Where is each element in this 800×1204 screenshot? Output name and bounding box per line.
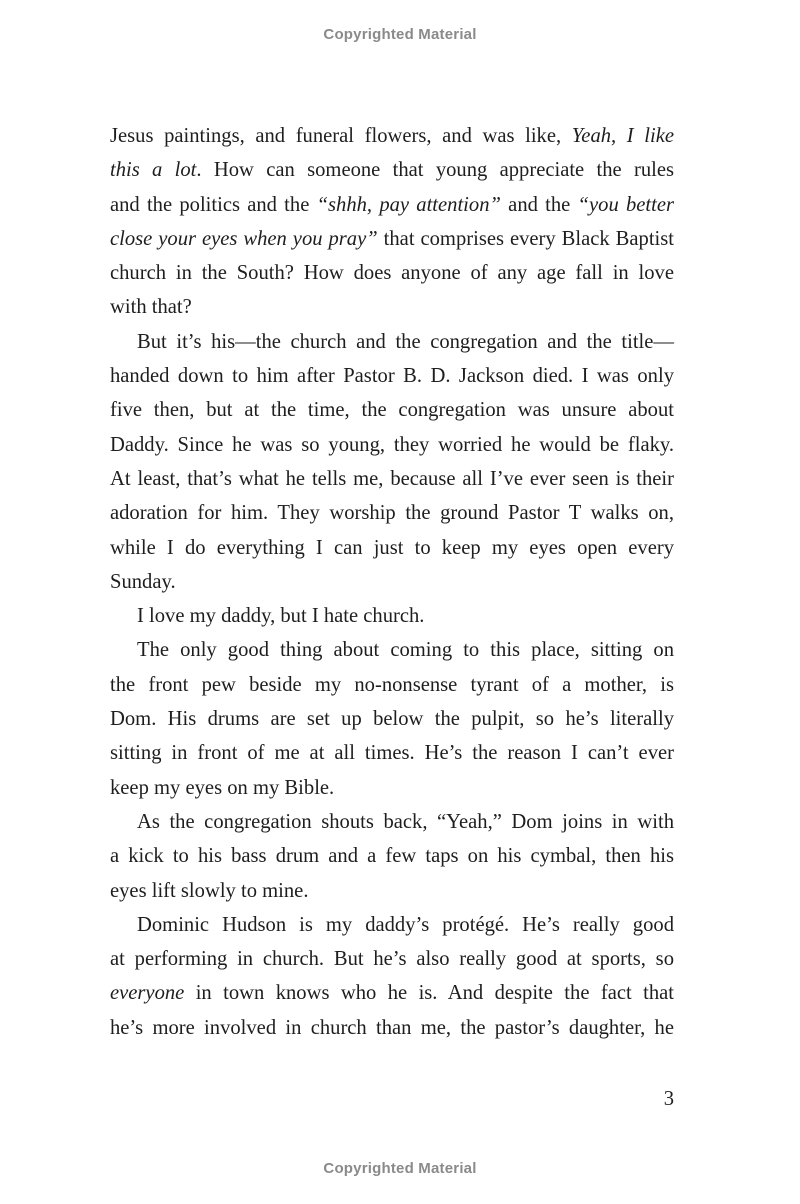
copyright-watermark-bottom: Copyrighted Material bbox=[323, 1160, 477, 1177]
page-number: 3 bbox=[663, 1088, 674, 1110]
page-body-text bbox=[110, 119, 674, 1045]
text-line: with that? bbox=[110, 296, 192, 319]
text-line: But it’s his—the church and the congregation and the title— bbox=[137, 330, 674, 353]
text-line: Sunday. bbox=[110, 570, 176, 593]
text-line: close your eyes when you pray” that comprises every Black Baptist bbox=[110, 227, 674, 250]
text-line: The only good thing about coming to this place, sitting on bbox=[137, 639, 674, 662]
text-line: this a lot. How can someone that young appreciate the rules bbox=[110, 159, 675, 182]
text-line: church in the South? How does anyone of any age fall in love bbox=[110, 262, 674, 285]
text-line: eyes lift slowly to mine. bbox=[110, 879, 309, 902]
text-line: Jesus paintings, and funeral flowers, and was like, Yeah, I like bbox=[110, 125, 674, 147]
copyright-watermark-top: Copyrighted Material bbox=[323, 26, 477, 43]
text-line: handed down to him after Pastor B. D. Jackson died. I was only bbox=[110, 365, 674, 388]
text-line: at performing in church. But he’s also really good at sports, so bbox=[110, 948, 674, 971]
text-line: while I do everything I can just to keep my eyes open every bbox=[110, 536, 674, 559]
text-line: adoration for him. They worship the ground Pastor T walks on, bbox=[110, 502, 674, 525]
text-line: As the congregation shouts back, “Yeah,” Dom joins in with bbox=[137, 810, 674, 833]
text-line: everyone in town knows who he is. And despite the fact that bbox=[110, 982, 674, 1005]
text-line: he’s more involved in church than me, the pastor’s daughter, he bbox=[110, 1016, 674, 1039]
text-line: At least, that’s what he tells me, because all I’ve ever seen is their bbox=[110, 467, 674, 490]
text-line: I love my daddy, but I hate church. bbox=[137, 605, 425, 628]
text-line: keep my eyes on my Bible. bbox=[110, 776, 335, 799]
text-line: the front pew beside my no-nonsense tyrant of a mother, is bbox=[110, 673, 674, 696]
text-line: sitting in front of me at all times. He’s the reason I can’t ever bbox=[110, 742, 674, 765]
text-line: Daddy. Since he was so young, they worried he would be flaky. bbox=[110, 433, 674, 456]
text-line: and the politics and the “shhh, pay attention” and the “you better bbox=[110, 193, 674, 216]
text-line: a kick to his bass drum and a few taps on his cymbal, then his bbox=[110, 845, 674, 868]
text-line: Dom. His drums are set up below the pulpit, so he’s literally bbox=[110, 708, 674, 731]
text-line: Dominic Hudson is my daddy’s protégé. He’s really good bbox=[137, 913, 674, 936]
text-line: five then, but at the time, the congregation was unsure about bbox=[110, 399, 674, 422]
